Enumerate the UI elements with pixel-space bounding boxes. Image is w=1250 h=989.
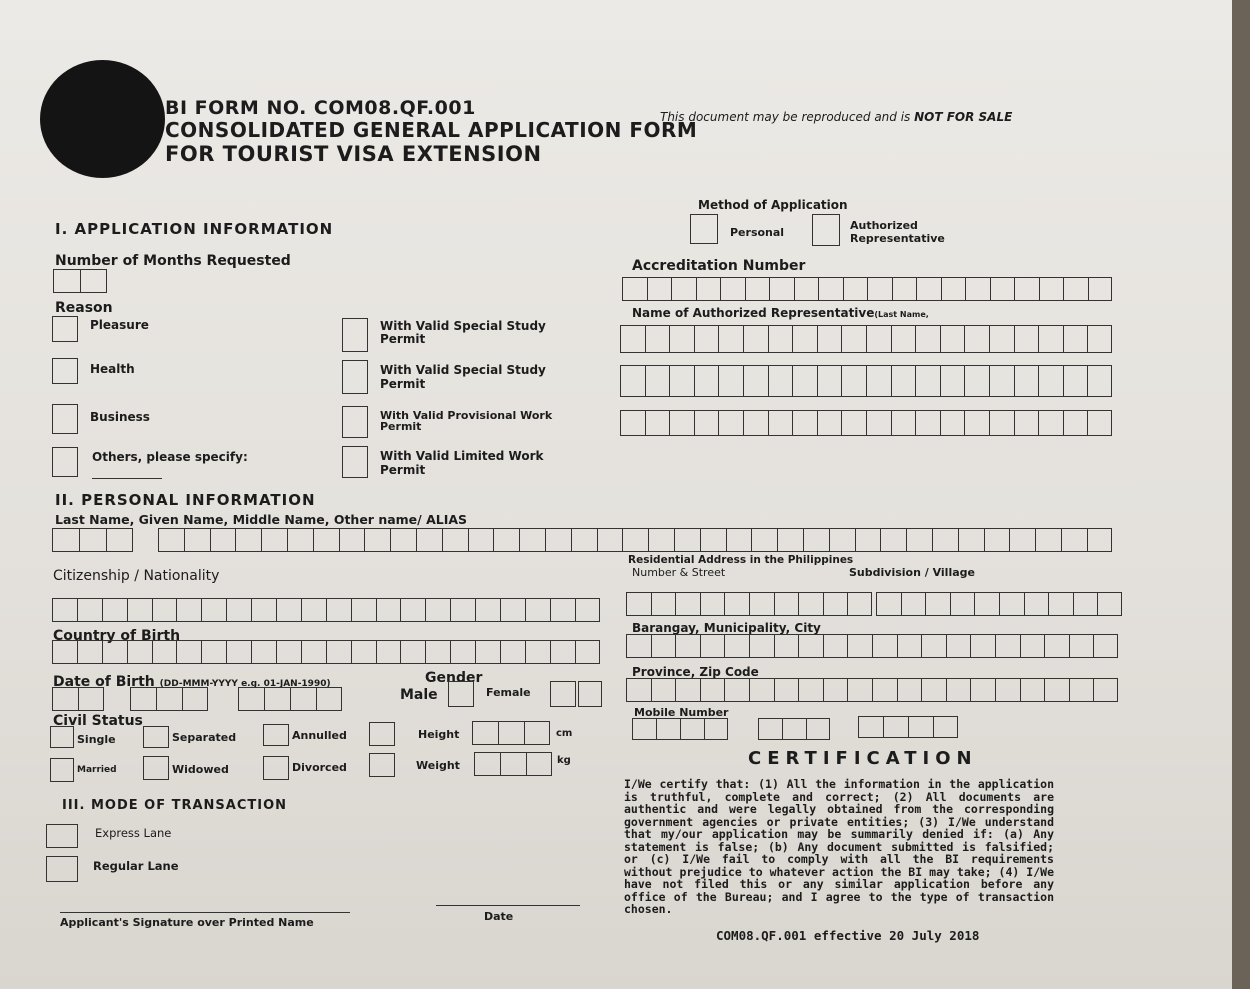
gender-female-label: Female [486, 686, 531, 699]
province-label: Province, Zip Code [632, 665, 759, 679]
street-input[interactable] [626, 592, 872, 616]
reason-business-label: Business [90, 410, 150, 424]
reason-health-label: Health [90, 362, 135, 376]
rep-name-text: Name of Authorized Representative [632, 306, 875, 320]
reason-study-permit-1-checkbox[interactable] [342, 318, 368, 352]
rep-name-hint: (Last Name, [874, 310, 929, 319]
reason-study-permit-1-label: With Valid Special Study Permit [380, 319, 546, 346]
express-lane-label: Express Lane [95, 826, 172, 840]
section-personal-heading: II. PERSONAL INFORMATION [55, 491, 316, 509]
civil-separated-checkbox[interactable] [143, 726, 169, 748]
reason-provisional-work-checkbox[interactable] [342, 406, 368, 438]
section-application-heading: I. APPLICATION INFORMATION [55, 220, 334, 238]
weight-input[interactable] [474, 752, 552, 776]
reason-limited-work-label: With Valid Limited Work Permit [380, 449, 544, 477]
barangay-label: Barangay, Municipality, City [632, 621, 821, 635]
civil-annulled-label: Annulled [292, 729, 347, 742]
gender-female-checkbox[interactable] [550, 681, 576, 707]
civil-annulled-checkbox[interactable] [263, 724, 289, 746]
dob-year-input[interactable] [238, 687, 342, 711]
civil-married-checkbox[interactable] [50, 758, 74, 782]
method-personal-checkbox[interactable] [690, 214, 718, 244]
country-birth-input[interactable] [52, 640, 600, 664]
reason-label: Reason [55, 300, 113, 316]
gender-male-checkbox[interactable] [448, 681, 474, 707]
applicant-signature-line[interactable] [60, 912, 350, 913]
notice-text: This document may be reproduced and is [660, 110, 915, 124]
form-number: BI FORM NO. COM08.QF.001 [165, 97, 476, 119]
form-title-line1: CONSOLIDATED GENERAL APPLICATION FORM [165, 118, 698, 142]
method-authorized-label-1: Authorized [850, 219, 918, 232]
certification-heading: CERTIFICATION [748, 748, 978, 769]
reason-pleasure-checkbox[interactable] [52, 316, 78, 342]
civil-divorced-checkbox[interactable] [263, 756, 289, 780]
rep-name-input-row1[interactable] [620, 325, 1112, 353]
gender-extra-box[interactable] [578, 681, 602, 707]
form-effective-date: COM08.QF.001 effective 20 July 2018 [716, 928, 980, 943]
civil-separated-label: Separated [172, 731, 237, 744]
reason-limited-work-checkbox[interactable] [342, 446, 368, 478]
weight-unit: kg [557, 755, 571, 766]
subdivision-label: Subdivision / Village [849, 566, 975, 579]
months-input[interactable] [53, 269, 107, 293]
weight-label: Weight [416, 759, 460, 772]
reason-health-checkbox[interactable] [52, 358, 78, 384]
civil-married-label: Married [77, 765, 117, 775]
reason-business-checkbox[interactable] [52, 404, 78, 434]
mobile-input-part1[interactable] [632, 718, 728, 740]
civil-widowed-checkbox[interactable] [143, 756, 169, 780]
accreditation-input[interactable] [622, 277, 1112, 301]
method-label: Method of Application [698, 198, 848, 212]
number-street-label: Number & Street [632, 566, 726, 579]
civil-single-checkbox[interactable] [50, 726, 74, 748]
height-unit: cm [556, 728, 573, 739]
others-specify-line[interactable] [92, 478, 162, 479]
mobile-input-part3[interactable] [858, 716, 958, 738]
weight-extra-box[interactable] [369, 753, 395, 777]
section-mode-heading: III. MODE OF TRANSACTION [62, 798, 288, 813]
dob-text: Date of Birth [53, 674, 155, 690]
date-label: Date [484, 910, 514, 923]
full-name-label: Last Name, Given Name, Middle Name, Other name/ ALIAS [55, 512, 468, 527]
reason-provisional-work-label: With Valid Provisional Work Permit [380, 409, 553, 433]
form-title-line2: FOR TOURIST VISA EXTENSION [165, 142, 542, 166]
country-birth-label: Country of Birth [53, 628, 181, 644]
height-extra-box[interactable] [369, 722, 395, 746]
date-line[interactable] [436, 905, 580, 906]
subdivision-input[interactable] [876, 592, 1122, 616]
months-label: Number of Months Requested [55, 253, 291, 269]
method-personal-label: Personal [730, 226, 785, 239]
citizenship-input[interactable] [52, 598, 600, 622]
mobile-label: Mobile Number [634, 706, 729, 719]
reason-study-permit-2-checkbox[interactable] [342, 360, 368, 394]
rep-name-input-row2[interactable] [620, 365, 1112, 397]
applicant-signature-label: Applicant's Signature over Printed Name [60, 916, 314, 929]
certification-text: I/We certify that: (1) All the information in the application is truthful, complete and correct; (2) All documents are authentic and were legally obtained from the corresponding government agencies or private entities; (3) I/We understand that my/our application may be summarily denied if: (a) Any statement is false; (b) Any document submitted is falsified; or (c) I/We fail to comply with all the BI requirements without prejudice to whatever action the BI may take; (4) I/We have not filed this or any similar application before any office of the Bureau; and I agree to the type of transaction chosen. [624, 777, 1054, 916]
address-label: Residential Address in the Philippines [628, 554, 854, 566]
reason-study-permit-2-label: With Valid Special Study Permit [380, 363, 546, 391]
rep-name-label [632, 306, 929, 320]
gender-label: Gender [425, 670, 483, 686]
accreditation-label: Accreditation Number [632, 258, 806, 274]
civil-status-label: Civil Status [53, 713, 143, 729]
dob-format-hint: (DD-MMM-YYYY e.g. 01-JAN-1990) [159, 679, 331, 689]
method-authorized-checkbox[interactable] [812, 214, 840, 246]
gender-male-label: Male [400, 687, 438, 703]
dob-day-input[interactable] [52, 687, 104, 711]
citizenship-label: Citizenship / Nationality [53, 568, 220, 584]
last-name-input[interactable] [52, 528, 133, 552]
not-for-sale: NOT FOR SALE [914, 110, 1013, 124]
reproduction-notice [660, 110, 1012, 124]
full-name-input[interactable] [158, 528, 1112, 552]
background-surface [1232, 0, 1250, 989]
reason-others-label: Others, please specify: [92, 450, 248, 464]
regular-lane-checkbox[interactable] [46, 856, 78, 882]
method-authorized-label-2: Representative [850, 232, 945, 245]
bureau-seal-logo [40, 60, 165, 178]
reason-pleasure-label: Pleasure [90, 318, 149, 332]
height-label: Height [418, 728, 460, 741]
civil-widowed-label: Widowed [172, 763, 229, 776]
civil-divorced-label: Divorced [292, 761, 347, 774]
barangay-input[interactable] [626, 634, 1118, 658]
height-input[interactable] [472, 721, 550, 745]
regular-lane-label: Regular Lane [93, 859, 179, 873]
rep-name-input-row3[interactable] [620, 410, 1112, 436]
province-input[interactable] [626, 678, 1118, 702]
mobile-input-part2[interactable] [758, 718, 830, 740]
reason-others-checkbox[interactable] [52, 447, 78, 477]
civil-single-label: Single [77, 733, 116, 746]
express-lane-checkbox[interactable] [46, 824, 78, 848]
dob-month-input[interactable] [130, 687, 208, 711]
